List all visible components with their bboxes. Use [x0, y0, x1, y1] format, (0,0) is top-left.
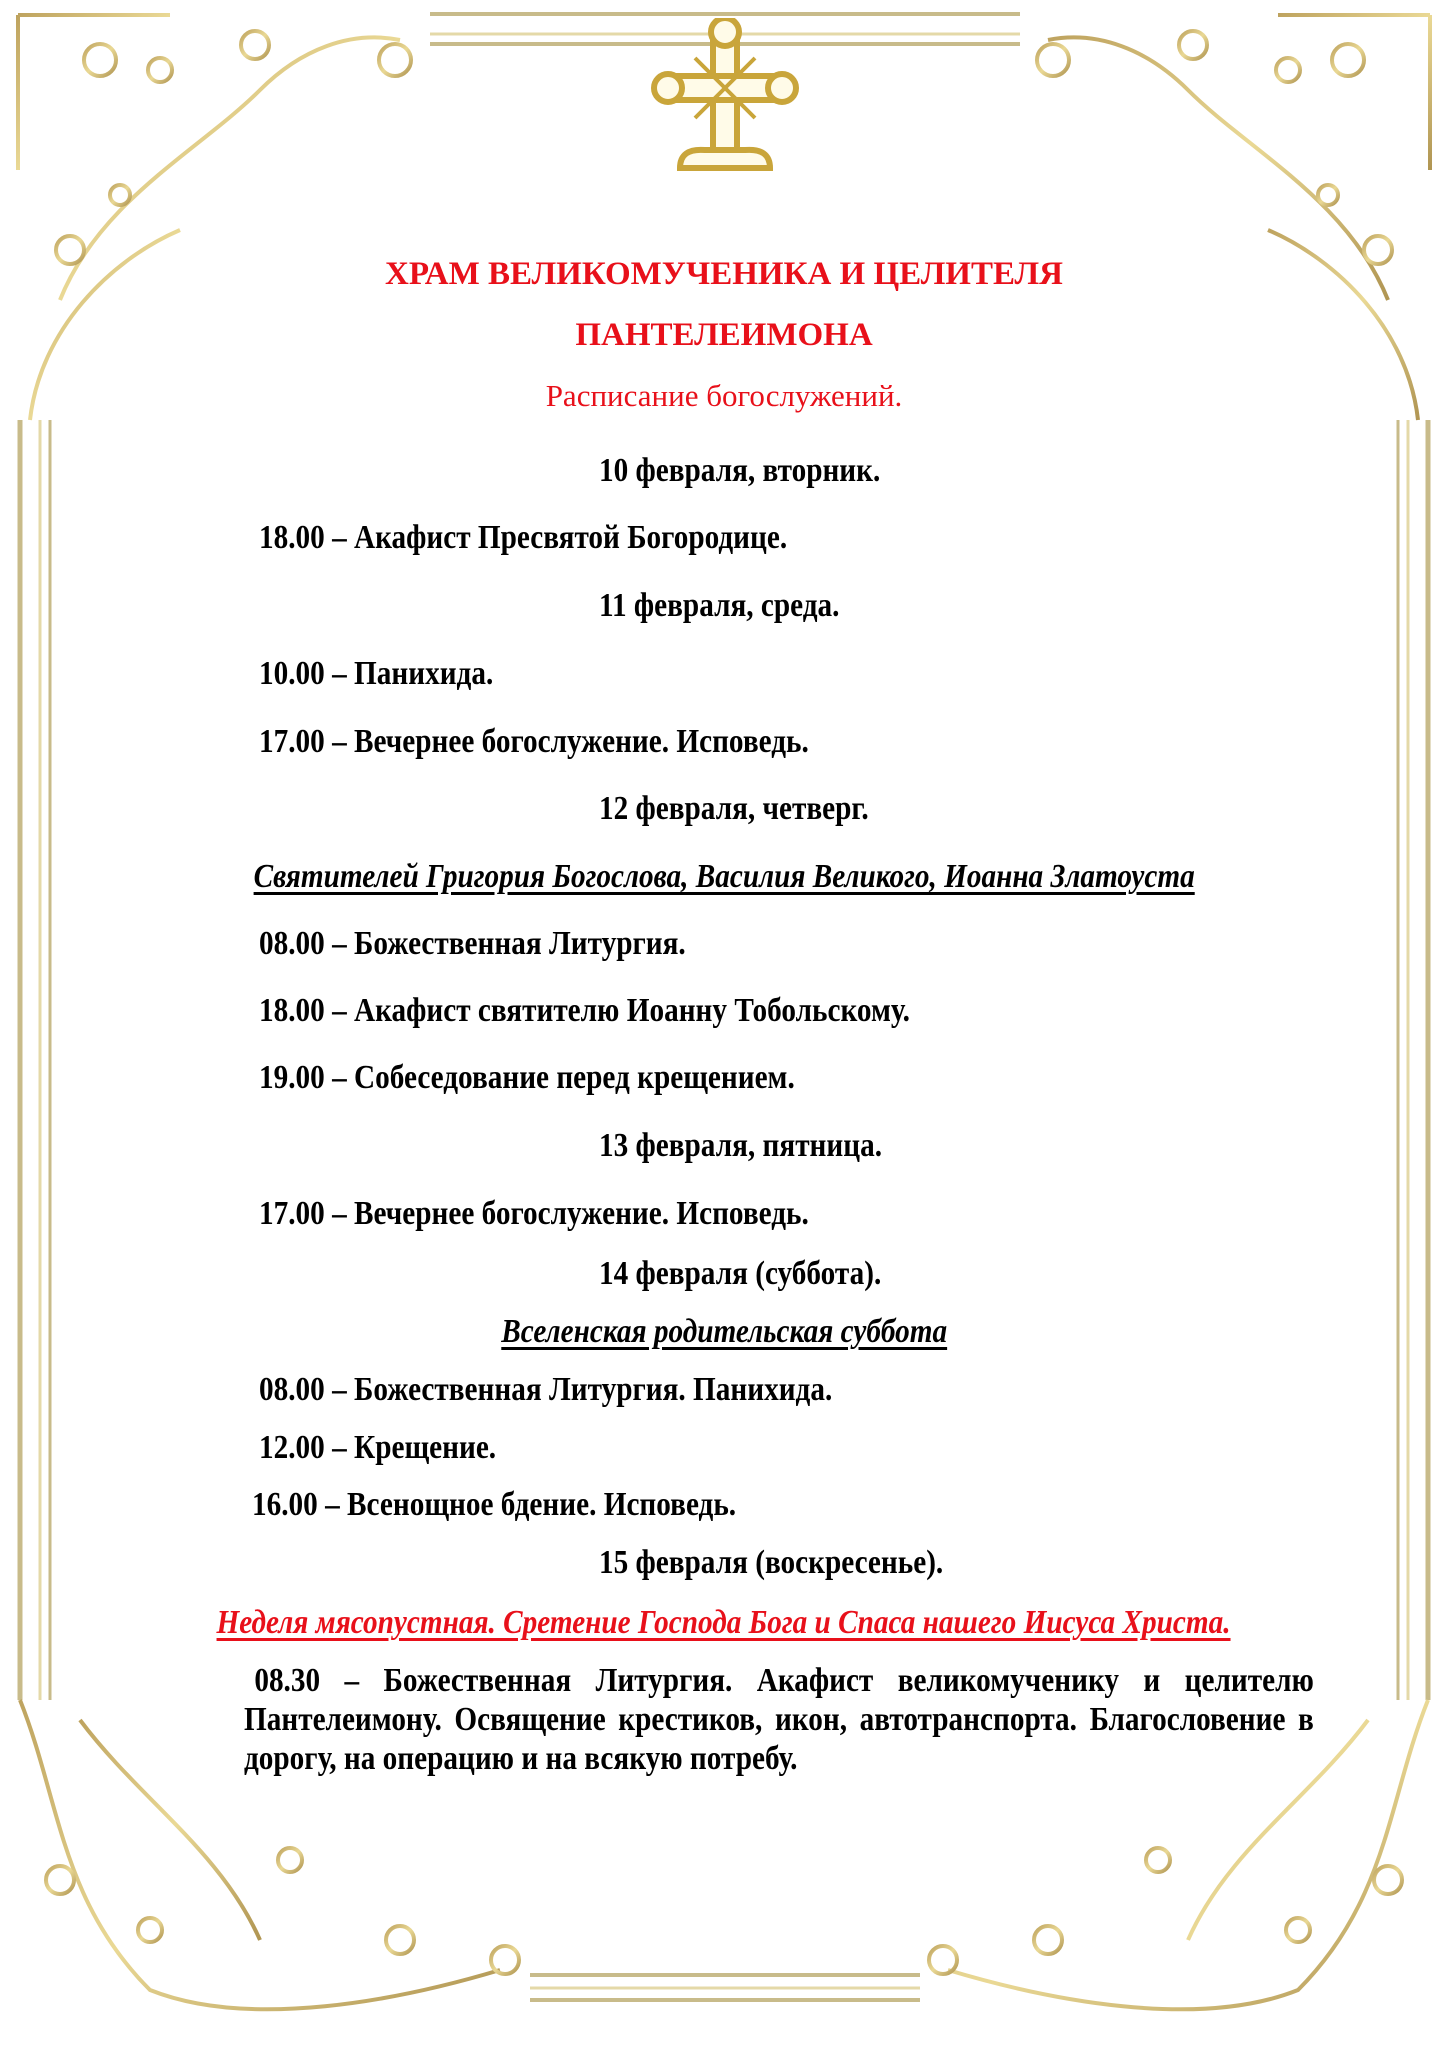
- day-heading: 10 февраля, вторник.: [599, 452, 881, 489]
- day-heading: 15 февраля (воскресенье).: [599, 1544, 944, 1581]
- service-item: 19.00 – Собеседование перед крещением.: [259, 1059, 795, 1096]
- day-heading: 11 февраля, среда.: [599, 587, 840, 624]
- church-title-line2: ПАНТЕЛЕИМОНА: [575, 317, 873, 353]
- day-heading: 14 февраля (суббота).: [599, 1255, 882, 1292]
- service-item: 10.00 – Панихида.: [259, 655, 494, 692]
- feast-line-wrap: [0, 1603, 1448, 1643]
- service-item: 17.00 – Вечернее богослужение. Исповедь.: [259, 723, 809, 760]
- service-item: 18.00 – Акафист святителю Иоанну Тобольскому.: [259, 992, 910, 1029]
- feast-title: Вселенская родительская суббота: [501, 1313, 947, 1350]
- orthodox-cross-icon: [650, 18, 800, 178]
- day-heading: 12 февраля, четверг.: [599, 790, 869, 827]
- service-item: 17.00 – Вечернее богослужение. Исповедь.: [259, 1195, 809, 1232]
- feast-title: Святителей Григория Богослова, Василия Великого, Иоанна Златоуста: [253, 858, 1195, 895]
- service-item: 08.30 – Божественная Литургия. Акафист великомученику и целителю Пантелеимону. Освящение крестиков, икон, автотранспорта. Благословение в дорогу, на операцию и на всякую потребу.: [244, 1662, 1314, 1777]
- church-title-line1: ХРАМ ВЕЛИКОМУЧЕНИКА И ЦЕЛИТЕЛЯ: [385, 256, 1063, 292]
- service-item: 08.00 – Божественная Литургия. Панихида.: [259, 1371, 833, 1408]
- service-item: 16.00 – Всенощное бдение. Исповедь.: [252, 1486, 737, 1523]
- service-item: 18.00 – Акафист Пресвятой Богородице.: [259, 519, 788, 556]
- feast-line-wrap: [0, 1312, 1448, 1352]
- service-item: 08.00 – Божественная Литургия.: [259, 925, 686, 962]
- service-item-paragraph: [244, 1661, 1314, 1778]
- service-item: 12.00 – Крещение.: [259, 1429, 497, 1466]
- schedule-subtitle: Расписание богослужений.: [545, 378, 903, 413]
- day-heading: 13 февраля, пятница.: [599, 1127, 883, 1164]
- feast-title: Неделя мясопустная. Сретение Господа Бога и Спаса нашего Иисуса Христа.: [217, 1604, 1231, 1641]
- feast-line-wrap: [0, 857, 1448, 897]
